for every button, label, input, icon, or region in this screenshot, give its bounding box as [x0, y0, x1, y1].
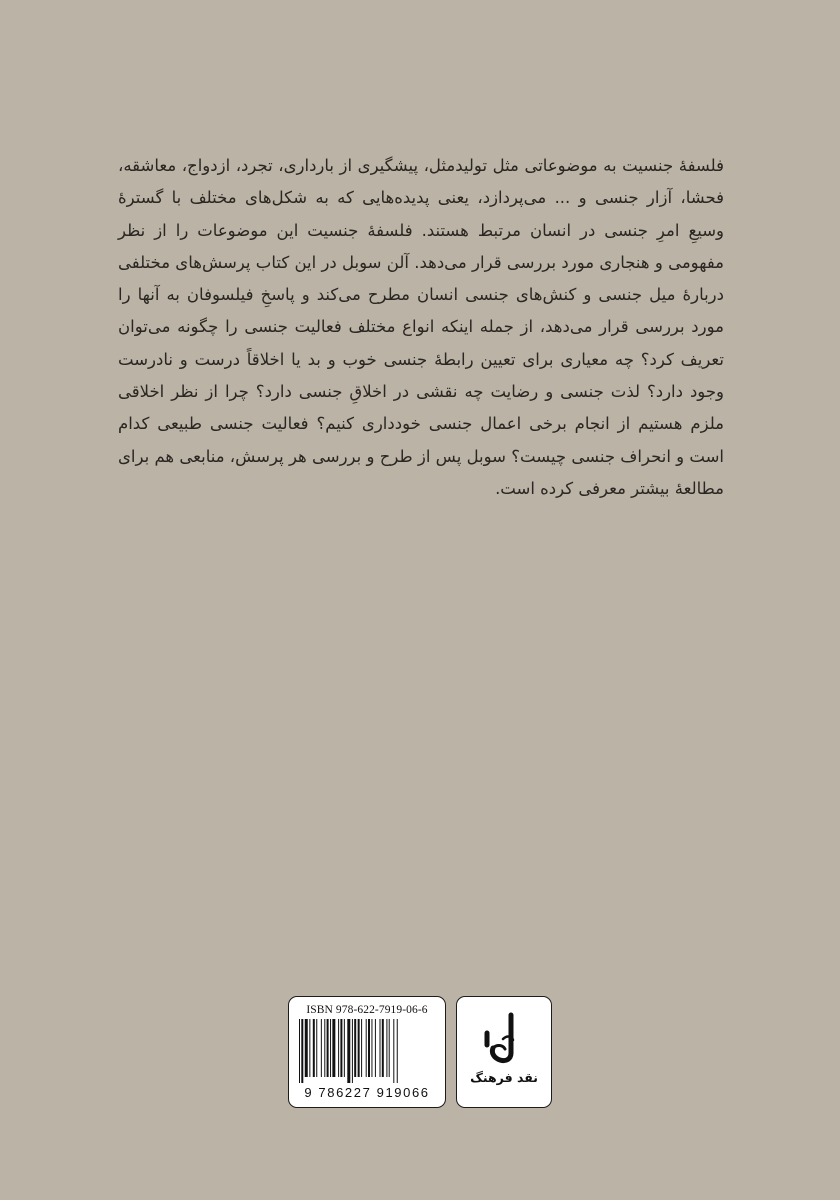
back-cover-blurb: فلسفهٔ جنسیت به موضوعاتی مثل تولیدمثل، پیشگیری از بارداری، تجرد، ازدواج، معاشقه، فحشا، آزار جنسی و ... می‌پردازد، یعنی پدیده‌هایی که به شکل‌های مختلف با گسترهٔ وسیعِ امرِ جنسی در انسان مرتبط هستند. فلسفهٔ جنسیت این موضوعات را از نظر مفهومی و هنجاری مورد بررسی قرار می‌دهد. آلن سوبل در این کتاب پرسش‌های مختلفی دربارهٔ میل جنسی و کنش‌های جنسی انسان مطرح می‌کند و پاسخِ فیلسوفان به آنها را مورد بررسی قرار می‌دهد، از جمله اینکه انواع مختلف فعالیت جنسی را چگونه می‌توان تعریف کرد؟ چه معیاری برای تعیین رابطهٔ جنسی خوب و بد یا اخلاقاً درست و نادرست وجود دارد؟ لذت جنسی و رضایت چه نقشی در اخلاقِ جنسی دارد؟ چرا از نظر اخلاقی ملزم هستیم از انجام برخی اعمال جنسی خودداری کنیم؟ فعالیت جنسی طبیعی کدام است و انحراف جنسی چیست؟ سوبل پس از طرح و بررسی هر پرسش، منابعی هم برای مطالعهٔ بیشتر معرفی کرده است. [118, 156, 724, 498]
barcode-bars [297, 1019, 437, 1083]
publisher-name: نقد فرهنگ [470, 1070, 538, 1085]
publisher-logo-icon [479, 1009, 529, 1065]
isbn-label: ISBN 978-622-7919-06-6 [306, 1004, 428, 1016]
publisher-logo [456, 996, 552, 1108]
ean-digits: 9 786227 919066 [304, 1085, 430, 1100]
isbn-barcode [288, 996, 446, 1108]
